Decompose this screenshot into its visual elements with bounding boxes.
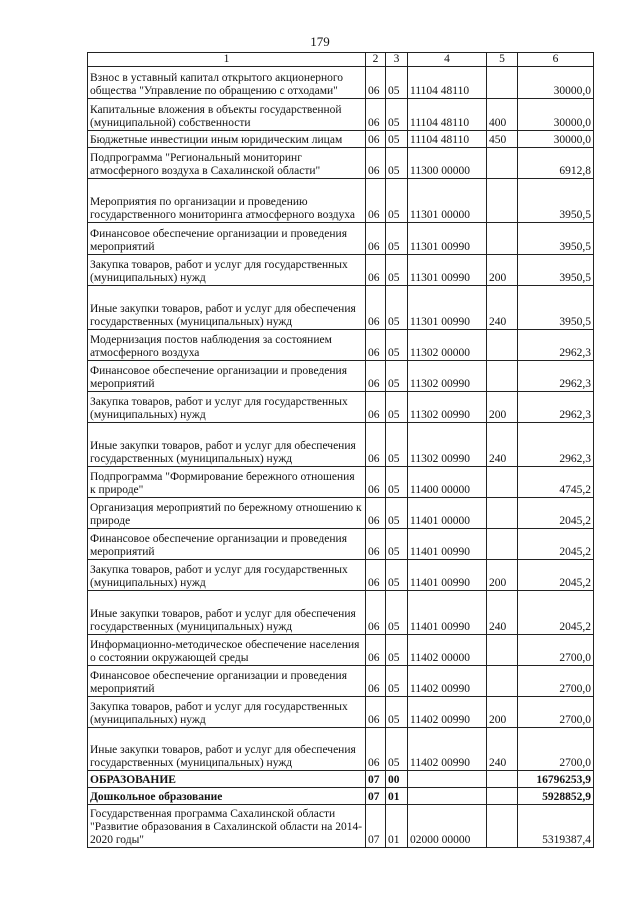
cell-rz: 06	[366, 223, 386, 255]
cell-sum: 2700,0	[518, 666, 594, 697]
cell-sum: 2700,0	[518, 635, 594, 666]
cell-pr: 05	[386, 666, 408, 697]
table-row	[88, 361, 594, 392]
cell-pr: 05	[386, 361, 408, 392]
table-row	[88, 771, 594, 788]
cell-vr: 450	[487, 131, 518, 148]
cell-csr: 11302 00990	[408, 392, 487, 423]
cell-name: Организация мероприятий по бережному отношению к природе	[88, 498, 366, 529]
cell-sum: 6912,8	[518, 148, 594, 179]
cell-pr: 05	[386, 286, 408, 330]
cell-rz: 06	[366, 666, 386, 697]
cell-name: Финансовое обеспечение организации и проведения мероприятий	[88, 666, 366, 697]
header-col-3: 3	[386, 53, 408, 67]
cell-pr: 05	[386, 529, 408, 560]
cell-csr: 11302 00990	[408, 361, 487, 392]
cell-pr: 05	[386, 148, 408, 179]
cell-sum: 16796253,9	[518, 771, 594, 788]
cell-name: ОБРАЗОВАНИЕ	[88, 771, 366, 788]
cell-name: Мероприятия по организации и проведению государственного мониторинга атмосферного воздуха	[88, 179, 366, 223]
table-row	[88, 179, 594, 223]
table-row	[88, 728, 594, 771]
header-col-2: 2	[366, 53, 386, 67]
cell-vr	[487, 361, 518, 392]
cell-sum: 5319387,4	[518, 805, 594, 848]
cell-pr: 05	[386, 635, 408, 666]
cell-csr: 11401 00990	[408, 560, 487, 591]
cell-name: Финансовое обеспечение организации и проведения мероприятий	[88, 361, 366, 392]
cell-pr: 05	[386, 560, 408, 591]
page-number: 179	[310, 34, 330, 49]
cell-rz: 06	[366, 392, 386, 423]
cell-csr: 11400 00000	[408, 467, 487, 498]
cell-rz: 06	[366, 330, 386, 361]
cell-sum: 2045,2	[518, 498, 594, 529]
cell-vr: 200	[487, 392, 518, 423]
budget-table	[87, 52, 594, 848]
cell-sum: 2962,3	[518, 330, 594, 361]
cell-rz: 06	[366, 591, 386, 635]
cell-name: Финансовое обеспечение организации и проведения мероприятий	[88, 223, 366, 255]
table-header-row	[88, 53, 594, 67]
header-col-4: 4	[408, 53, 487, 67]
cell-vr	[487, 666, 518, 697]
cell-pr: 05	[386, 728, 408, 771]
cell-rz: 06	[366, 67, 386, 99]
table-row	[88, 560, 594, 591]
cell-csr: 11300 00000	[408, 148, 487, 179]
cell-csr: 11104 48110	[408, 67, 487, 99]
cell-csr: 11301 00990	[408, 286, 487, 330]
cell-name: Иные закупки товаров, работ и услуг для обеспечения государственных (муниципальных) нужд	[88, 591, 366, 635]
cell-name: Взнос в уставный капитал открытого акционерного общества "Управление по обращению с отходами"	[88, 67, 366, 99]
cell-rz: 06	[366, 498, 386, 529]
table-row	[88, 99, 594, 131]
cell-pr: 05	[386, 255, 408, 286]
cell-sum: 5928852,9	[518, 788, 594, 805]
table-row	[88, 788, 594, 805]
cell-name: Информационно-методическое обеспечение населения о состоянии окружающей среды	[88, 635, 366, 666]
cell-sum: 2962,3	[518, 361, 594, 392]
cell-csr: 11104 48110	[408, 99, 487, 131]
cell-sum: 3950,5	[518, 255, 594, 286]
cell-rz: 06	[366, 635, 386, 666]
cell-rz: 06	[366, 255, 386, 286]
cell-csr: 11401 00990	[408, 591, 487, 635]
cell-csr: 11302 00990	[408, 423, 487, 467]
cell-rz: 06	[366, 99, 386, 131]
cell-sum: 2962,3	[518, 423, 594, 467]
cell-csr: 11402 00000	[408, 635, 487, 666]
cell-pr: 05	[386, 131, 408, 148]
cell-name: Финансовое обеспечение организации и проведения мероприятий	[88, 529, 366, 560]
cell-pr: 05	[386, 330, 408, 361]
cell-vr	[487, 148, 518, 179]
cell-vr	[487, 223, 518, 255]
cell-rz: 06	[366, 697, 386, 728]
table-row	[88, 498, 594, 529]
cell-csr: 11402 00990	[408, 697, 487, 728]
cell-pr: 05	[386, 467, 408, 498]
cell-sum: 3950,5	[518, 286, 594, 330]
cell-name: Дошкольное образование	[88, 788, 366, 805]
table-row	[88, 392, 594, 423]
cell-csr: 11401 00990	[408, 529, 487, 560]
cell-csr: 02000 00000	[408, 805, 487, 848]
table-row	[88, 697, 594, 728]
cell-csr: 11302 00000	[408, 330, 487, 361]
cell-csr: 11401 00000	[408, 498, 487, 529]
cell-csr: 11301 00000	[408, 179, 487, 223]
cell-name: Бюджетные инвестиции иным юридическим лицам	[88, 131, 366, 148]
cell-rz: 07	[366, 805, 386, 848]
table-row	[88, 529, 594, 560]
cell-rz: 06	[366, 131, 386, 148]
cell-vr: 200	[487, 560, 518, 591]
cell-sum: 30000,0	[518, 67, 594, 99]
cell-name: Закупка товаров, работ и услуг для государственных (муниципальных) нужд	[88, 697, 366, 728]
cell-name: Государственная программа Сахалинской области "Развитие образования в Сахалинской области на 2014-2020 годы"	[88, 805, 366, 848]
cell-rz: 06	[366, 286, 386, 330]
cell-name: Закупка товаров, работ и услуг для государственных (муниципальных) нужд	[88, 255, 366, 286]
cell-name: Капитальные вложения в объекты государственной (муниципальной) собственности	[88, 99, 366, 131]
cell-vr: 240	[487, 286, 518, 330]
cell-vr: 240	[487, 591, 518, 635]
cell-pr: 05	[386, 67, 408, 99]
cell-csr	[408, 788, 487, 805]
cell-pr: 05	[386, 423, 408, 467]
table-row	[88, 467, 594, 498]
cell-pr: 05	[386, 99, 408, 131]
header-col-1: 1	[88, 53, 366, 67]
cell-vr	[487, 771, 518, 788]
cell-sum: 4745,2	[518, 467, 594, 498]
header-col-5: 5	[487, 53, 518, 67]
table-row	[88, 131, 594, 148]
cell-csr: 11104 48110	[408, 131, 487, 148]
cell-pr: 01	[386, 788, 408, 805]
cell-name: Закупка товаров, работ и услуг для государственных (муниципальных) нужд	[88, 560, 366, 591]
cell-rz: 06	[366, 423, 386, 467]
table-row	[88, 805, 594, 848]
cell-vr	[487, 529, 518, 560]
cell-rz: 06	[366, 179, 386, 223]
cell-sum: 2045,2	[518, 529, 594, 560]
table-row	[88, 255, 594, 286]
cell-vr	[487, 467, 518, 498]
cell-csr: 11301 00990	[408, 223, 487, 255]
cell-sum: 3950,5	[518, 223, 594, 255]
cell-rz: 07	[366, 788, 386, 805]
cell-name: Закупка товаров, работ и услуг для государственных (муниципальных) нужд	[88, 392, 366, 423]
table-row	[88, 330, 594, 361]
cell-csr: 11402 00990	[408, 728, 487, 771]
table-row	[88, 591, 594, 635]
cell-sum: 2045,2	[518, 560, 594, 591]
cell-rz: 06	[366, 560, 386, 591]
cell-name: Иные закупки товаров, работ и услуг для обеспечения государственных (муниципальных) нужд	[88, 728, 366, 771]
cell-name: Подпрограмма "Региональный мониторинг атмосферного воздуха в Сахалинской области"	[88, 148, 366, 179]
table-row	[88, 666, 594, 697]
cell-vr	[487, 179, 518, 223]
cell-vr: 400	[487, 99, 518, 131]
table-row	[88, 148, 594, 179]
cell-name: Подпрограмма "Формирование бережного отношения к природе"	[88, 467, 366, 498]
cell-vr: 240	[487, 728, 518, 771]
cell-vr	[487, 330, 518, 361]
cell-name: Иные закупки товаров, работ и услуг для обеспечения государственных (муниципальных) нужд	[88, 423, 366, 467]
cell-rz: 06	[366, 361, 386, 392]
table-row	[88, 223, 594, 255]
cell-sum: 2700,0	[518, 728, 594, 771]
cell-vr: 240	[487, 423, 518, 467]
cell-sum: 30000,0	[518, 131, 594, 148]
cell-rz: 06	[366, 728, 386, 771]
table-row	[88, 635, 594, 666]
cell-pr: 05	[386, 223, 408, 255]
cell-rz: 06	[366, 467, 386, 498]
table-row	[88, 67, 594, 99]
cell-pr: 05	[386, 697, 408, 728]
cell-csr: 11402 00990	[408, 666, 487, 697]
cell-vr: 200	[487, 255, 518, 286]
cell-vr	[487, 498, 518, 529]
header-col-6: 6	[518, 53, 594, 67]
cell-pr: 05	[386, 392, 408, 423]
cell-sum: 3950,5	[518, 179, 594, 223]
cell-name: Иные закупки товаров, работ и услуг для обеспечения государственных (муниципальных) нужд	[88, 286, 366, 330]
cell-pr: 00	[386, 771, 408, 788]
cell-sum: 30000,0	[518, 99, 594, 131]
table-row	[88, 423, 594, 467]
cell-vr: 200	[487, 697, 518, 728]
cell-vr	[487, 67, 518, 99]
cell-pr: 01	[386, 805, 408, 848]
cell-vr	[487, 805, 518, 848]
cell-pr: 05	[386, 179, 408, 223]
cell-csr	[408, 771, 487, 788]
cell-sum: 2045,2	[518, 591, 594, 635]
cell-name: Модернизация постов наблюдения за состоянием атмосферного воздуха	[88, 330, 366, 361]
cell-pr: 05	[386, 498, 408, 529]
cell-rz: 06	[366, 148, 386, 179]
cell-vr	[487, 635, 518, 666]
cell-vr	[487, 788, 518, 805]
cell-rz: 06	[366, 529, 386, 560]
table-row	[88, 286, 594, 330]
cell-pr: 05	[386, 591, 408, 635]
cell-rz: 07	[366, 771, 386, 788]
cell-sum: 2962,3	[518, 392, 594, 423]
cell-csr: 11301 00990	[408, 255, 487, 286]
cell-sum: 2700,0	[518, 697, 594, 728]
